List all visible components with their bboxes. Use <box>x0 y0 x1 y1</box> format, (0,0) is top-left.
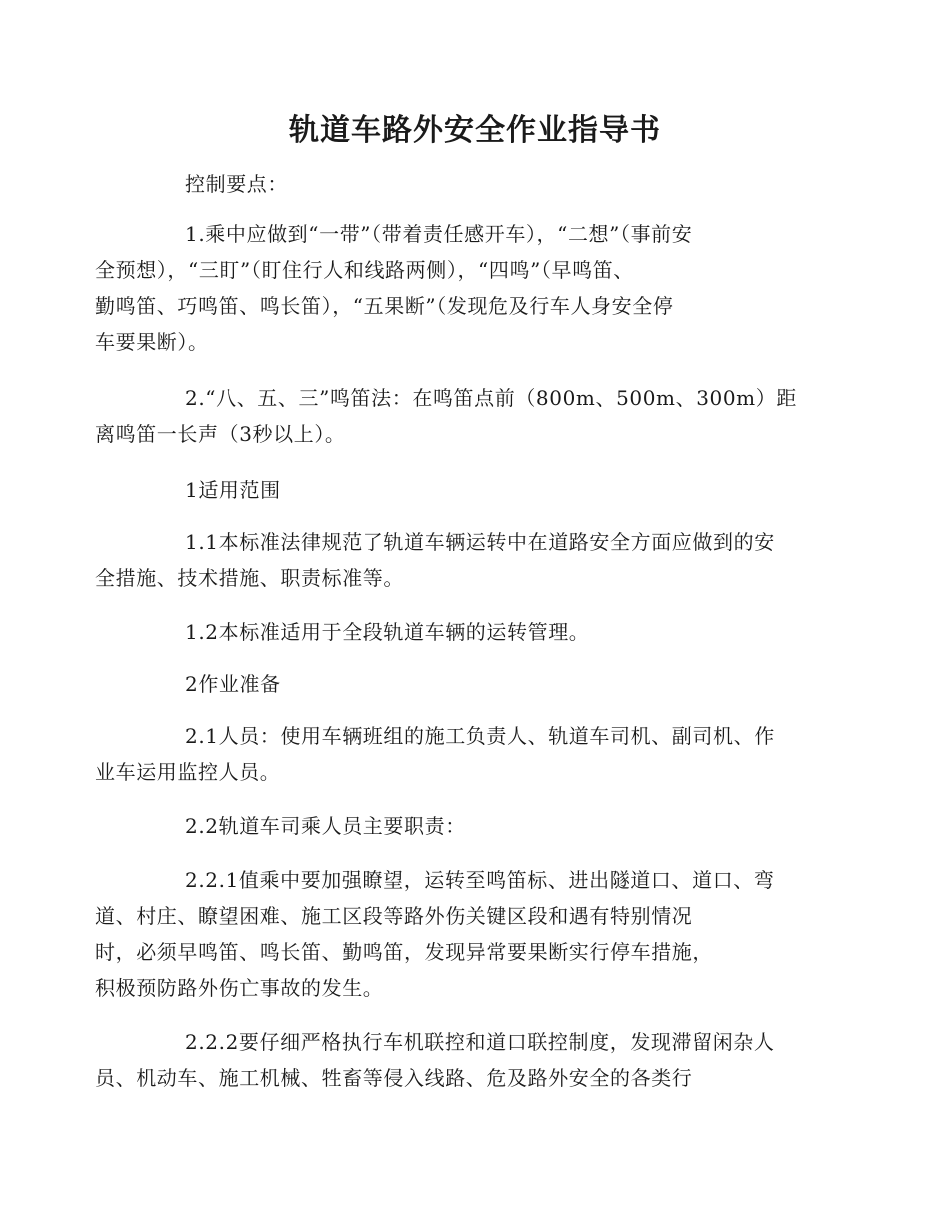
section-heading-scope: 1适用范围 <box>185 478 281 502</box>
section-heading-preparation: 2作业准备 <box>185 672 281 696</box>
paragraph-line: 车要果断）。 <box>95 330 209 354</box>
document-title: 轨道车路外安全作业指导书 <box>289 113 661 148</box>
paragraph-line: 1.1本标准法律规范了轨道车辆运转中在道路安全方面应做到的安 <box>185 530 775 554</box>
paragraph-point-1 <box>95 216 812 360</box>
paragraph-line: 时，必须早鸣笛、鸣长笛、勤鸣笛，发现异常要果断实行停车措施， <box>95 940 713 964</box>
paragraph-line: 道、村庄、瞭望困难、施工区段等路外伤关键区段和遇有特别情况 <box>95 904 693 928</box>
paragraph-line: 勤鸣笛、巧鸣笛、鸣长笛），“五果断”（发现危及行车人身安全停 <box>95 294 674 318</box>
paragraph-1-1 <box>95 524 812 596</box>
paragraph-line: 2.1人员：使用车辆班组的施工负责人、轨道车司机、副司机、作 <box>185 724 775 748</box>
paragraph-line: 2.2.1值乘中要加强瞭望，运转至鸣笛标、进出隧道口、道口、弯 <box>185 868 775 892</box>
paragraph-1-2: 1.2本标准适用于全段轨道车辆的运转管理。 <box>185 620 590 644</box>
paragraph-2-2-1 <box>95 862 812 1006</box>
paragraph-point-2 <box>95 380 812 452</box>
paragraph-2-2-2 <box>95 1024 812 1096</box>
paragraph-line: 离鸣笛一长声（3秒以上）。 <box>95 422 346 446</box>
paragraph-line: 全措施、技术措施、职责标准等。 <box>95 566 404 590</box>
paragraph-line: 1.乘中应做到“一带”（带着责任感开车），“二想”（事前安 <box>185 222 693 246</box>
paragraph-2-2: 2.2轨道车司乘人员主要职责： <box>185 814 466 838</box>
paragraph-line: 2.2.2要仔细严格执行车机联控和道口联控制度，发现滞留闲杂人 <box>185 1030 775 1054</box>
paragraph-line: 全预想），“三盯”（盯住行人和线路两侧），“四鸣”（早鸣笛、 <box>95 258 634 282</box>
paragraph-line: 积极预防路外伤亡事故的发生。 <box>95 976 384 1000</box>
paragraph-line: 业车运用监控人员。 <box>95 760 281 784</box>
paragraph-control-points: 控制要点： <box>185 172 288 196</box>
paragraph-line: 2.“八、五、三”鸣笛法：在鸣笛点前（800m、500m、300m）距 <box>185 386 797 410</box>
paragraph-line: 员、机动车、施工机械、牲畜等侵入线路、危及路外安全的各类行 <box>95 1066 693 1090</box>
paragraph-2-1 <box>95 718 812 790</box>
